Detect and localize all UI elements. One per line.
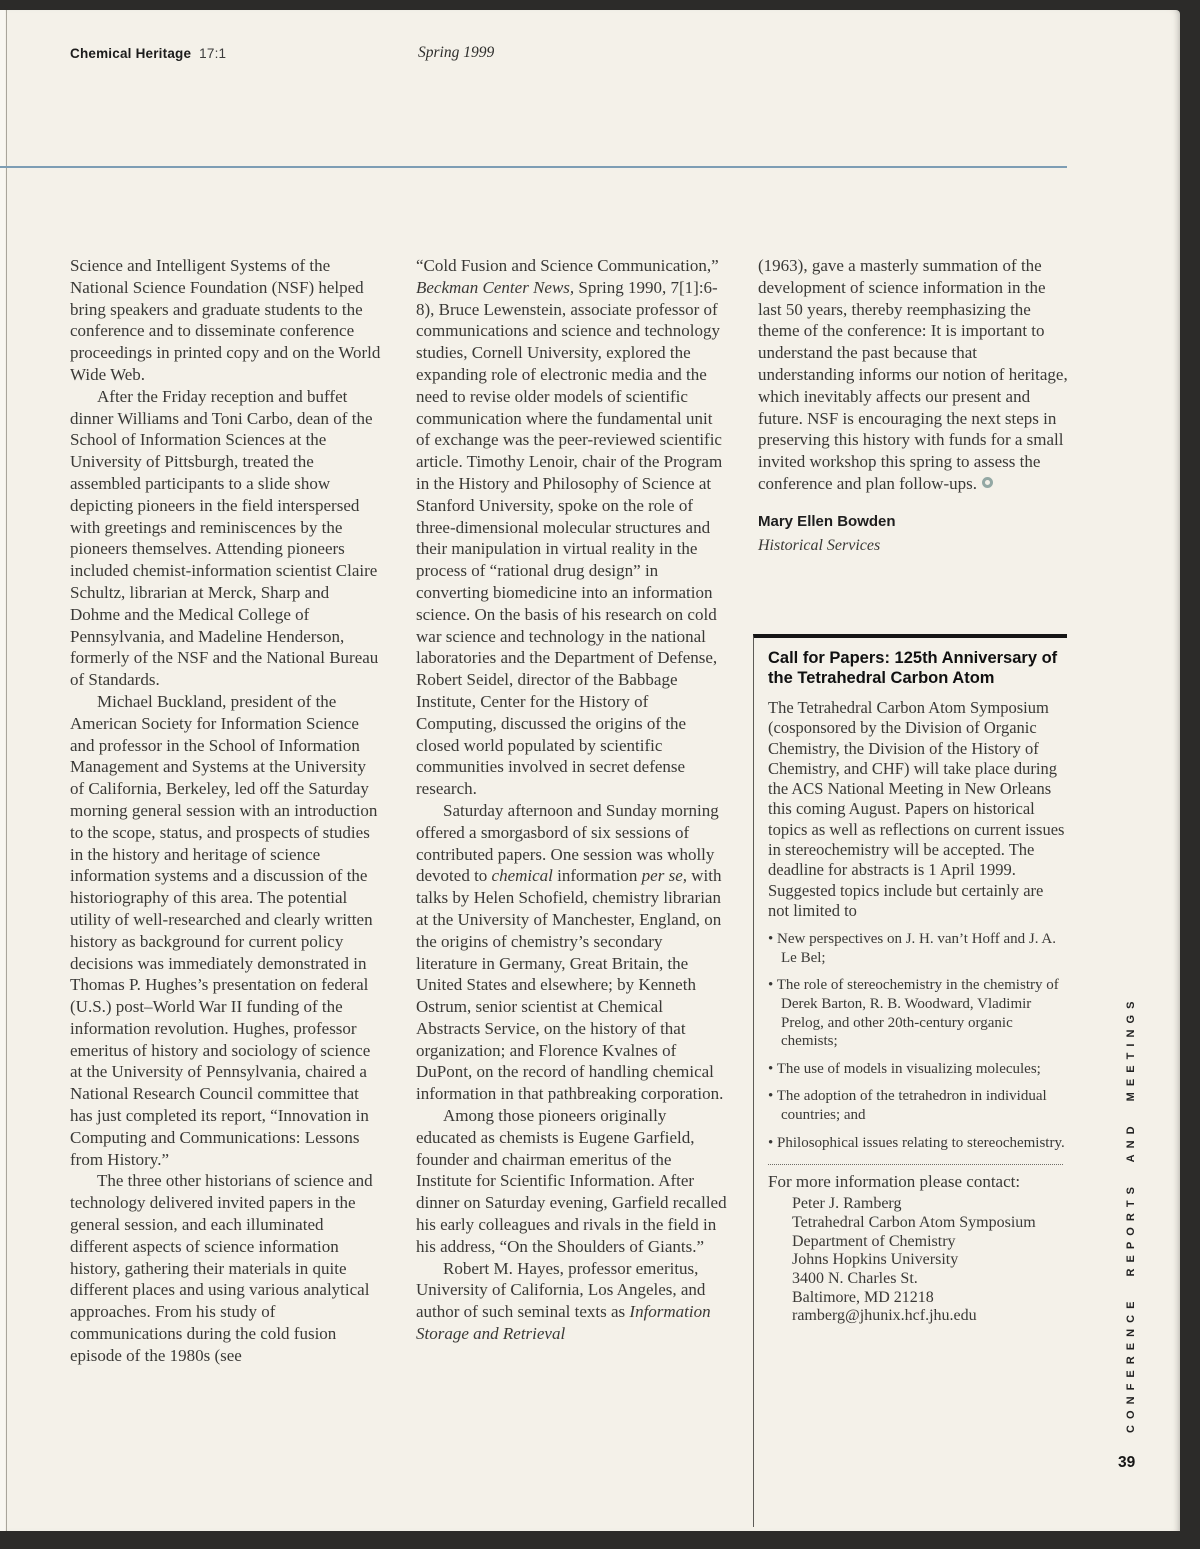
page-fold-line: [6, 10, 7, 1531]
dotted-divider: [768, 1164, 1063, 1165]
paragraph: Robert M. Hayes, professor emeritus, University of California, Los Angeles, and author of such seminal texts as Information Storage and Retrieval: [416, 1258, 711, 1344]
contact-line: Johns Hopkins University: [792, 1251, 959, 1269]
callout-heading: Call for Papers: 125th Anniversary of the Tetrahedral Carbon Atom: [768, 649, 1058, 687]
page-edge-strip: [0, 10, 5, 1531]
bullet-item: • The role of stereochemistry in the chemistry of Derek Barton, R. B. Woodward, Vladimir Prelog, and other 20th-century organic chemists;: [768, 976, 1067, 1050]
article-column-3-text: [758, 255, 1070, 495]
paragraph: “Cold Fusion and Science Communication,” Beckman Center News, Spring 1990, 7[1]:6-8), Bruce Lewenstein, associate professor of communications and science and technology studies, Cornell University, explored the expanding role of electronic media and the need to revise older models of scientific communication where the fundamental unit of exchange was the peer-reviewed scientific article. Timothy Lenoir, chair of the Program in the History and Philosophy of Science at Stanford University, spoke on the role of three-dimensional molecular structures and their manipulation in virtual reality in the process of “rational drug design” in converting biomedicine into an information science. On the basis of his research on cold war science and technology in the national laboratories and the Department of Defense, Robert Seidel, director of the Babbage Institute, Center for the History of Computing, discussed the origins of the closed world populated by scientific communities involved in secret defense research.: [416, 256, 723, 799]
magazine-page: [0, 10, 1180, 1531]
byline-role: Historical Services: [758, 536, 881, 554]
paragraph: After the Friday reception and buffet dinner Williams and Toni Carbo, dean of the School of Information Sciences at the University of Pittsburgh, treated the assembled participants to a slide show depicting pioneers in the field interspersed with greetings and reminiscences by the pioneers themselves. Attending pioneers included chemist-information scientist Claire Schultz, librarian at Merck, Sharp and Dohme and the Medical College of Pennsylvania, and Madeline Henderson, formerly of the NSF and the National Bureau of Standards.: [70, 386, 379, 690]
contact-line: ramberg@jhunix.hcf.jhu.edu: [792, 1307, 977, 1325]
paragraph: Among those pioneers originally educated as chemists is Eugene Garfield, founder and chairman emeritus of the Institute for Scientific Information. After dinner on Saturday evening, Garfield recalled his early colleagues and rivals in the field in his address, “On the Shoulders of Giants.”: [416, 1106, 727, 1256]
bullet-item: • Philosophical issues relating to stereochemistry.: [768, 1134, 1067, 1153]
callout-intro: The Tetrahedral Carbon Atom Symposium (cosponsored by the Division of Organic Chemistry, the Division of the History of Chemistry, and CHF) will take place during the ACS National Meeting in New Orleans this coming August. Papers on historical topics as well as reflections on current issues in stereochemistry will be accepted. The deadline for abstracts is 1 April 1999. Suggested topics include but certainly are not limited to: [768, 698, 1065, 920]
paragraph: (1963), gave a masterly summation of the development of science information in the last 50 years, thereby reemphasizing the theme of the conference: It is important to understand the past because that understanding informs our notion of heritage, which inevitably affects our present and future. NSF is encouraging the next steps in preserving this history with funds for a small invited workshop this spring to assess the conference and plan follow-ups.: [758, 256, 1068, 493]
issue-number: 17:1: [199, 46, 227, 61]
header-rule: [0, 166, 1067, 168]
journal-title: Chemical Heritage: [70, 46, 192, 61]
article-column-1: [70, 255, 382, 1367]
article-column-3: [758, 255, 1070, 1527]
article-end-ring-icon: [982, 477, 993, 488]
contact-line: 3400 N. Charles St.: [792, 1270, 918, 1288]
bullet-item: • The adoption of the tetrahedron in individual countries; and: [768, 1087, 1067, 1124]
callout-bullet-list: [768, 930, 1067, 1152]
contact-lead: For more information please contact:: [768, 1172, 1021, 1192]
contact-line: Tetrahedral Carbon Atom Symposium: [792, 1213, 1036, 1231]
byline: [758, 511, 1070, 557]
paragraph: The three other historians of science and technology delivered invited papers in the general session, and each illuminated different aspects of science information history, gathering their materials in quite different places and using various analytical approaches. From his study of communications during the cold fusion episode of the 1980s (see: [70, 1171, 373, 1365]
article-column-2: [416, 255, 728, 1345]
call-for-papers-box: [753, 634, 1067, 1527]
page-number: 39: [1118, 1454, 1136, 1471]
section-label-vertical: CONFERENCE REPORTS AND MEETINGS: [1125, 995, 1137, 1433]
contact-block: [792, 1195, 1067, 1326]
contact-line: Department of Chemistry: [792, 1232, 956, 1250]
paragraph: Saturday afternoon and Sunday morning offered a smorgasbord of six sessions of contributed papers. One session was wholly devoted to chemical information per se, with talks by Helen Schofield, chemistry librarian at the University of Manchester, England, on the origins of chemistry’s secondary literature in Germany, Great Britain, the United States and elsewhere; by Kenneth Ostrum, senior scientist at Chemical Abstracts Service, on the history of that organization; and Florence Kvalnes of DuPont, on the record of handling chemical information in that pathbreaking corporation.: [416, 800, 724, 1104]
bullet-item: • The use of models in visualizing molecules;: [768, 1060, 1067, 1079]
issue-season: Spring 1999: [418, 44, 495, 61]
masthead: [70, 46, 226, 61]
paragraph: Michael Buckland, president of the American Society for Information Science and professor in the School of Information Management and Systems at the University of California, Berkeley, led off the Saturday morning general session with an introduction to the scope, status, and prospects of studies in the history and heritage of science information systems and a discussion of the historiography of this area. The potential utility of well-researched and clearly written history as background for current policy decisions was immediately demonstrated in Thomas P. Hughes’s presentation on federal (U.S.) post–World War II funding of the information revolution. Hughes, professor emeritus of history and sociology of science at the University of Pennsylvania, chaired a National Research Council committee that has just completed its report, “Innovation in Computing and Communications: Lessons from History.”: [70, 691, 378, 1169]
bullet-item: • New perspectives on J. H. van’t Hoff and J. A. Le Bel;: [768, 930, 1067, 967]
byline-author: Mary Ellen Bowden: [758, 512, 896, 530]
contact-line: Peter J. Ramberg: [792, 1195, 902, 1213]
contact-line: Baltimore, MD 21218: [792, 1288, 934, 1306]
paragraph: Science and Intelligent Systems of the National Science Foundation (NSF) helped bring speakers and graduate students to the conference and to disseminate conference proceedings in printed copy and on the World Wide Web.: [70, 256, 381, 384]
